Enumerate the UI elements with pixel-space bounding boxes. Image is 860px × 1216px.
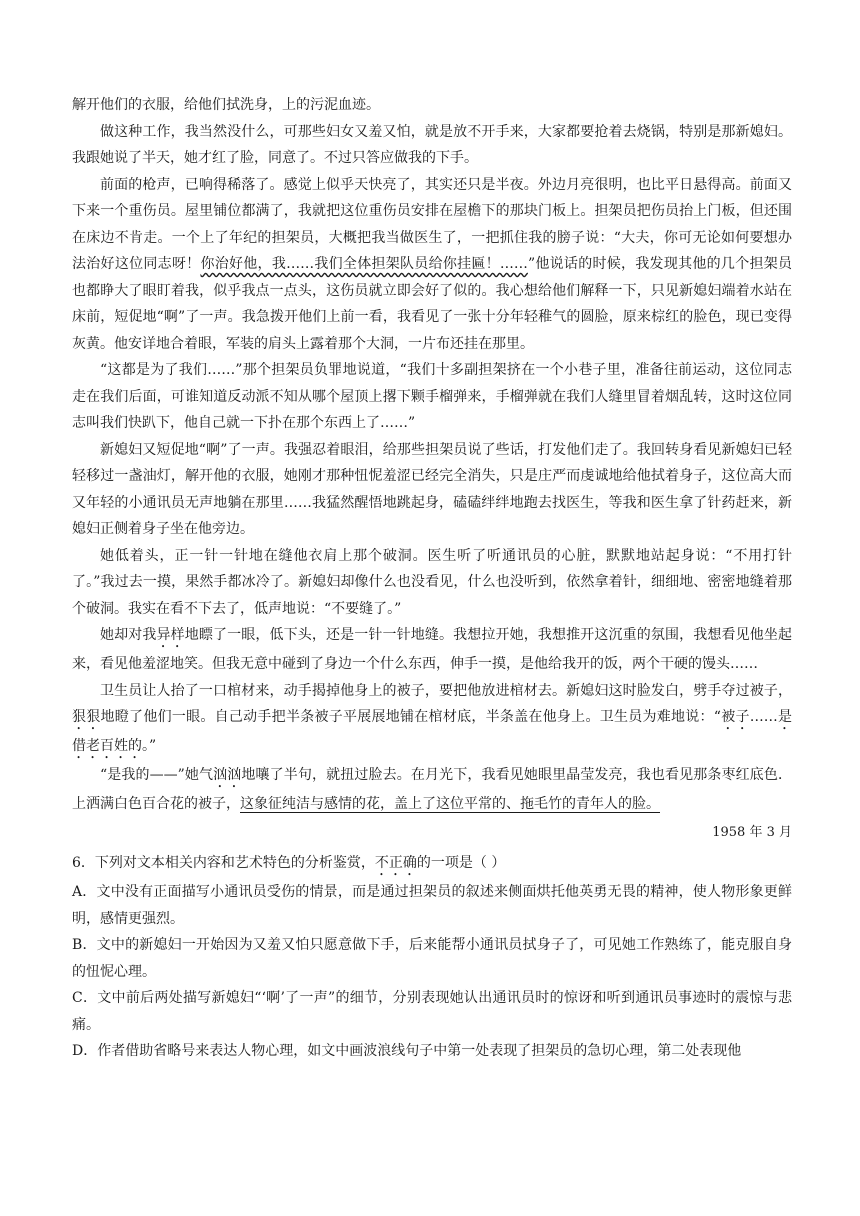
dotted-word-yiyang: 异样 <box>156 627 185 643</box>
question-stem-text-b: 的一项是（ ） <box>416 855 506 871</box>
paragraph-8-text-b: 地嚷了半句，就扭过脸去。在月光下，我看见她眼里晶莹发亮，我也看见那条枣红底色．上洒满白色百合花的被子， <box>72 767 793 812</box>
paragraph-3: “这都是为了我们……”那个担架员负罪地说道，“我们十多副担架挤在一个小巷子里，准备往前运动，这位同志走在我们后面，可谁知道反动派不知从哪个屋顶上撂下颗手榴弹来，手榴弹就在我们人缝里冒着烟乱转，这时这位同志叫我们快趴下，他自己就一下扑在那个东西上了……” <box>72 362 792 431</box>
paragraph-7-text-b: 地瞪了他们一眼。自己动手把半条被子平展展地铺在棺材底，半条盖在他身上。卫生员为难地说：“ <box>100 709 721 725</box>
wavy-underlined-sentence-1: 你治好他，我……我们全体担架队员给你挂匾！…… <box>200 256 528 272</box>
paragraph-6-text-a: 她却对我 <box>100 627 157 643</box>
date-line: 1958 年 3 月 <box>712 824 792 840</box>
paragraph-7 <box>72 678 792 763</box>
paragraph-7-text-a: 卫生员让人抬了一口棺材来，动手揭掉他身上的被子，要把他放进棺材去。新媳妇这时脸发白，劈手夺过被子， <box>100 682 792 699</box>
paragraph-1: 做这种工作，我当然没什么，可那些妇女又羞又怕，就是放不开手来，大家都要抢着去烧锅，特别是那新媳妇。我跟她说了半天，她才红了脸，同意了。不过只答应做我的下手。 <box>72 123 792 166</box>
paragraph-0: 解开他们的衣服，给他们拭洗身，上的污泥血迹。 <box>72 97 380 113</box>
dotted-word-xiongxiong: 汹汹 <box>213 767 242 783</box>
paragraph-2 <box>72 172 792 358</box>
paragraph-7-text-c: ” <box>149 738 157 754</box>
paragraph-2-text-b: ”他说话的时候，我发现其他的几个担架员也都睁大了眼盯着我，似乎我点一点头，这伤员就立即会好了似的。我心想给他们解释一下，只见新媳妇端着水站在床前，短促地“啊”了一声。我急拨开他们上前一看，我看见了一张十分年轻稚气的圆脸，原来棕红的脸色，现已变得灰黄。他安详地合着眼，军装的肩头上露着那个大洞，一片布还挂在那里。 <box>72 256 793 352</box>
option-d: D．作者借助省略号来表达人物心理，如文中画波浪线句子中第一处表现了担架员的急切心理，第二处表现他 <box>72 1043 742 1059</box>
option-b: B．文中的新媳妇一开始因为又羞又怕只愿意做下手，后来能帮小通讯员拭身子了，可见她工作熟练了，能克服自身的忸怩心理。 <box>72 937 792 980</box>
paragraph-6-text-b: 地瞟了一眼，低下头，还是一针一针地缝。我想拉开她，我想推开这沉重的氛围，我想看见他坐起来，看见他羞涩地笑。但我无意中碰到了身边一个什么东西，伸手一摸，是他给我开的饭，两个干硬的馒头…… <box>72 627 792 672</box>
paragraph-4: 新媳妇又短促地“啊”了一声。我强忍着眼泪，给那些担架员说了些话，打发他们走了。我回转身看见新媳妇已轻轻移过一盏油灯，解开他的衣服，她刚才那种忸怩羞涩已经完全消失，只是庄严而虔诚地给他拭着身子，这位高大而又年轻的小通讯员无声地躺在那里……我猛然醒悟地跳起身，磕磕绊绊地跑去找医生，等我和医生拿了针药赶来，新媳妇正侧着身子坐在他旁边。 <box>72 441 792 537</box>
wavy-underlined-sentence-2: 被子……是借老百姓的。 <box>72 709 793 754</box>
paragraph-8 <box>72 762 792 818</box>
option-c: C．文中前后两处描写新媳妇“‘啊’了一声”的细节，分别表现她认出通讯员时的惊讶和听到通讯员事迹时的震惊与悲痛。 <box>72 990 792 1033</box>
dotted-word-buzhengque: 不正确 <box>374 855 417 871</box>
paragraph-2-text-a: 前面的枪声，已响得稀落了。感觉上似乎天快亮了，其实还只是半夜。外边月亮很明，也比平日悬得高。前面又下来一个重伤员。屋里铺位都满了，我就把这位重伤员安排在屋檐下的那块门板上。担架员把伤员抬上门板，但还围在床边不肯走。一个上了年纪的担架员，大概把我当做医生了，一把抓住我的膀子说：“大夫，你可无论如何要想办法治好这位同志呀！ <box>72 176 792 272</box>
paragraph-6 <box>72 622 792 678</box>
question-stem-text-a: 6．下列对文本相关内容和艺术特色的分析鉴赏， <box>72 855 375 871</box>
dotted-word-henhen: 狠狠 <box>72 709 101 725</box>
paragraph-8-text-a: “是我的——”她气 <box>100 767 214 783</box>
question-stem <box>72 850 792 879</box>
paragraph-5: 她低着头，正一针一针地在缝他衣肩上那个破洞。医生听了听通讯员的心脏，默默地站起身说：“不用打针了。”我过去一摸，果然手都冰冷了。新媳妇却像什么也没看见，什么也没听到，依然拿着针，细细地、密密地缝着那个破洞。我实在看不下去了，低声地说：“不要缝了。” <box>72 547 792 617</box>
option-a: A．文中没有正面描写小通讯员受伤的情景，而是通过担架员的叙述来侧面烘托他英勇无畏的精神，使人物形象更鲜明，感情更强烈。 <box>72 884 792 927</box>
underlined-sentence: 这象征纯洁与感情的花，盖上了这位平常的、拖毛竹的青年人的脸。 <box>240 796 660 812</box>
passage <box>72 92 792 1065</box>
